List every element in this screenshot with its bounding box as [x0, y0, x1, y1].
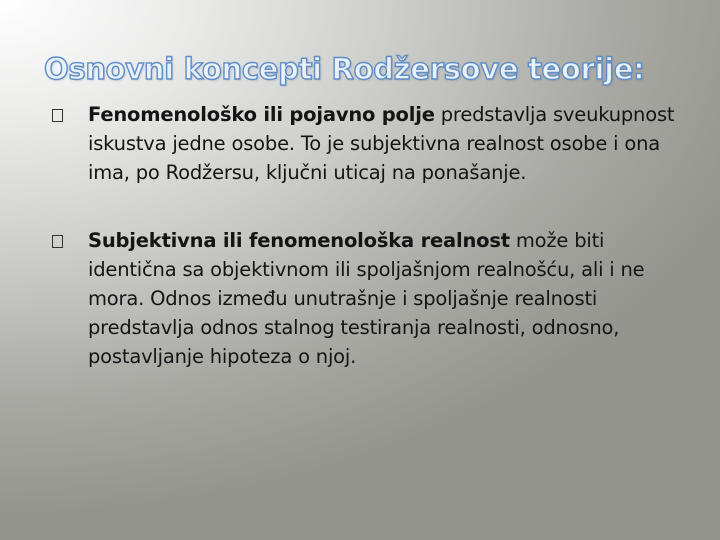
- square-bullet-icon: [52, 235, 63, 248]
- bullet-text: [88, 226, 684, 371]
- bullet-item: [0, 100, 720, 187]
- bullet-list: [0, 100, 720, 371]
- bullet-description: može biti identična sa objektivnom ili spoljašnjom realnošću, ali i ne mora. Odnos između unutrašnje i spoljašnje realnosti predstavlja odnos stalnog testiranja realnosti, odnosno, postavljanje hipoteza o njoj.: [88, 229, 645, 368]
- square-bullet-icon: [52, 109, 63, 122]
- bullet-term: Fenomenološko ili pojavno polje: [88, 103, 435, 126]
- bullet-description: predstavlja sveukupnost iskustva jedne osobe. To je subjektivna realnost osobe i ona ima, po Rodžersu, ključni uticaj na ponašanje.: [88, 103, 675, 184]
- slide-title: Osnovni koncepti Rodžersove teorije:: [44, 52, 645, 86]
- bullet-item: [0, 226, 720, 371]
- bullet-text: [88, 100, 684, 187]
- bullet-term: Subjektivna ili fenomenološka realnost: [88, 229, 510, 252]
